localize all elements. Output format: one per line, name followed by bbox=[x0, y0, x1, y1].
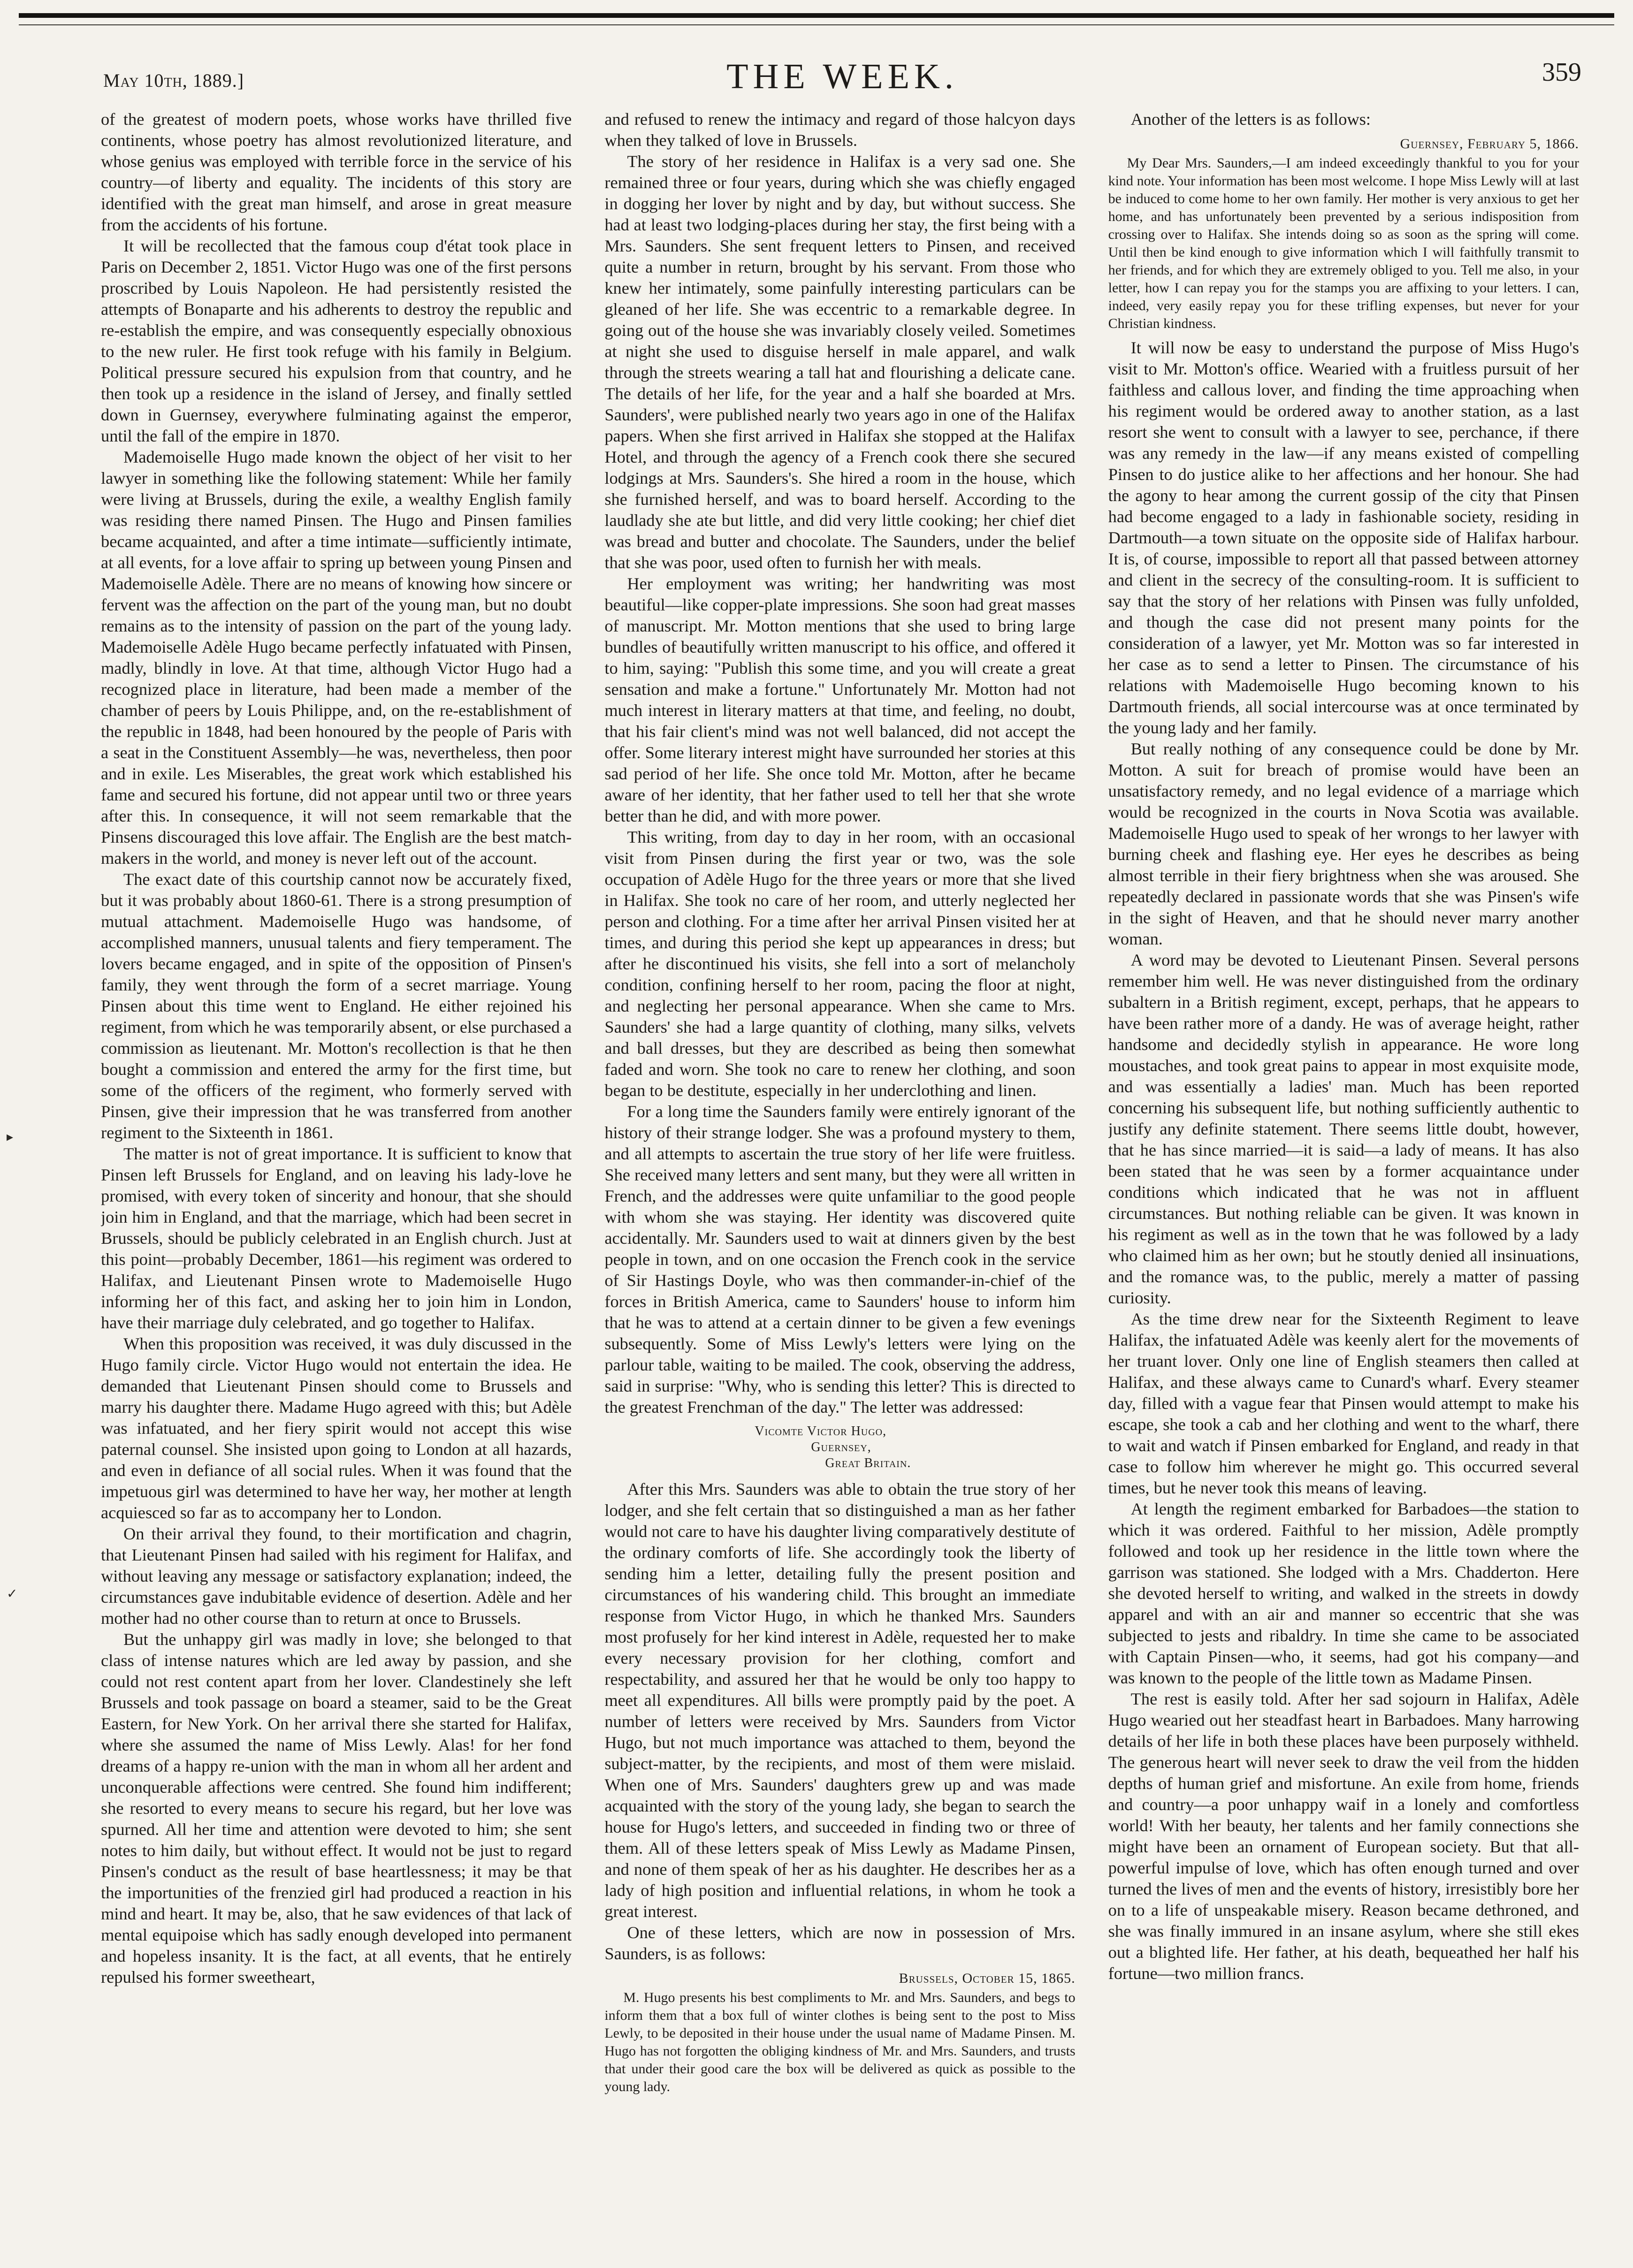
paragraph: For a long time the Saunders family were entirely ignorant of the history of their strange lodger. She was a profound mystery to them, and all attempts to ascertain the true story of her life were fruitless. She received many letters and sent many, but they were all written in French, and the addresses were quite unfamiliar to the good people with whom she was staying. Her identity was discovered quite accidentally. Mr. Saunders used to wait at dinners given by the best people in town, and on one occasion the French cook in the service of Sir Hastings Doyle, who was then commander-in-chief of the forces in British America, came to Saunders' house to inform him that he was to attend at a certain dinner to be given a few evenings subsequently. Some of Miss Lewly's letters were lying on the parlour table, waiting to be mailed. The cook, observing the address, said in surprise: "Why, who is sending this letter? This is directed to the greatest Frenchman of the day." The letter was addressed: bbox=[604, 1102, 1076, 1416]
paragraph: A word may be devoted to Lieutenant Pinsen. Several persons remember him well. He was never distinguished from the ordinary subaltern in a British regiment, except, perhaps, that he appears to have been rather more of a dandy. He was of average height, rather handsome and decidedly stylish in appearance. He wore long moustaches, and took great pains to appear in most exquisite mode, and was essentially a ladies' man. Much has been reported concerning his subsequent life, but nothing sufficiently authentic to justify any definite statement. There seems little doubt, however, that he has since married—it is said—a lady of means. It has also been stated that he was seen by a former acquaintance under conditions which indicated that he was not in affluent circumstances. But nothing reliable can be given. It was known in his regiment as well as in the town that he was followed by a lady who claimed him as her own; but he stoutly denied all insinuations, and the romance was, to the public, merely a matter of passing curiosity. bbox=[1108, 951, 1579, 1307]
paragraph: But really nothing of any consequence could be done by Mr. Motton. A suit for breach of promise would have been an unsatisfactory remedy, and no legal evidence of a marriage which would be recognized in the courts in Nova Scotia was available. Mademoiselle Hugo used to speak of her wrongs to her lawyer with burning cheek and flashing eye. Her eyes he describes as being almost terrible in their fiery brightness when she was aroused. She repeatedly declared in passionate words that she was Pinsen's wife in the sight of Heaven, and that he should never marry another woman. bbox=[1108, 739, 1579, 948]
column-1 bbox=[101, 109, 572, 2239]
paragraph: But the unhappy girl was madly in love; she belonged to that class of intense natures which are led away by passion, and she could not rest content apart from her lover. Clandestinely she left Brussels and took passage on board a steamer, said to be the Great Eastern, for New York. On her arrival there she started for Halifax, where she assumed the name of Miss Lewly. Alas! for her fond dreams of a happy re-union with the man in whom all her ardent and unconquerable affections were centred. She found him indifferent; she resorted to every means to secure his regard, but her love was spurned. All her time and attention were devoted to him; she sent notes to him daily, but without effect. It would not be just to regard Pinsen's conduct as the result of base heartlessness; it may be that the importunities of the frenzied girl had produced a reaction in his mind and heart. It may be, also, that he saw evidences of that lack of mental equipoise which has sadly enough developed into permanent and hopeless insanity. It is the fact, at all events, that he entirely repulsed his former sweetheart, bbox=[101, 1630, 572, 1986]
paragraph: It will now be easy to understand the purpose of Miss Hugo's visit to Mr. Motton's office. Wearied with a fruitless pursuit of her faithless and callous lover, and finding the time approaching when his regiment would be ordered away to another station, as a last resort she went to consult with a lawyer to see, perchance, if there was any remedy in the law—if any means existed of compelling Pinsen to do justice alike to her affections and her honour. She had the agony to hear among the current gossip of the city that Pinsen had become engaged to a lady in fashionable society, residing in Dartmouth—a town situate on the opposite side of Halifax harbour. It is, of course, impossible to report all that passed between attorney and client in the secrecy of the consulting-room. It is sufficient to say that the story of her relations with Pinsen was fully unfolded, and though the case did not present many points for the consideration of a lawyer, yet Mr. Motton was so far interested in her case as to send a letter to Pinsen. The circumstance of his relations with Mademoiselle Hugo becoming known to his Dartmouth friends, all social intercourse was at once terminated by the young lady and her family. bbox=[1108, 338, 1579, 737]
paragraph: The story of her residence in Halifax is a very sad one. She remained three or four years, during which she was chiefly engaged in dogging her lover by night and by day, but without success. She had at least two lodging-places during her stay, the first being with a Mrs. Saunders. She sent frequent letters to Pinsen, and received quite a number in return, brought by his servant. From those who knew her intimately, some painfully interesting particulars can be gleaned of her life. She was eccentric to a remarkable degree. In going out of the house she was invariably closely veiled. Sometimes at night she used to disguise herself in male apparel, and walk through the streets wearing a tall hat and flourishing a delicate cane. The details of her life, for the year and a half she boarded at Mrs. Saunders', were published nearly two years ago in one of the Halifax papers. When she first arrived in Halifax she stopped at the Halifax Hotel, and through the agency of a French cook there she secured lodgings at Mrs. Saunders's. She hired a room in the house, which she furnished herself, and was to board herself. According to the laudlady she ate but little, and did very little cooking; her chief diet was bread and butter and chocolate. The Saunders, under the belief that she was poor, used often to furnish her with meals. bbox=[604, 152, 1076, 572]
letter-address bbox=[604, 1423, 1075, 1471]
paragraph: One of these letters, which are now in possession of Mrs. Saunders, is as follows: bbox=[604, 1923, 1076, 1963]
paragraph: Her employment was writing; her handwriting was most beautiful—like copper-plate impressions. She soon had great masses of manuscript. Mr. Motton mentions that she used to bring large bundles of beautifully written manuscript to his office, and offered it to him, saying: "Publish this some time, and you will create a great sensation and make a fortune." Unfortunately Mr. Motton had not much interest in literary matters at that time, and feeling, no doubt, that his fair client's mind was not well balanced, did not accept the offer. Some literary interest might have surrounded her stories at this sad period of her life. She once told Mr. Motton, after he became aware of her identity, that her father used to tell her that she wrote better than he did, and with more power. bbox=[604, 574, 1076, 825]
paragraph: As the time drew near for the Sixteenth Regiment to leave Halifax, the infatuated Adèle was keenly alert for the movements of her truant lover. Only one line of English steamers then called at Halifax, and these always came to Cunard's wharf. Every steamer day, filled with a vague fear that Pinsen would attempt to make his escape, she took a cab and her clothing and went to the wharf, there to wait and watch if Pinsen embarked for England, and ready in that case to follow him wherever he might go. This occurred several times, but he never took this means of leaving. bbox=[1108, 1309, 1579, 1497]
quoted-letter bbox=[604, 1969, 1075, 2096]
paragraph: This writing, from day to day in her room, with an occasional visit from Pinsen during the first year or two, was the sole occupation of Adèle Hugo for the three years or more that she lived in Halifax. She took no care of her room, and utterly neglected her person and clothing. For a time after her arrival Pinsen visited her at times, and during this period she kept up appearances in dress; but after he discontinued his visits, she fell into a sort of melancholy condition, confining herself to her room, pacing the floor at night, and neglecting her personal appearance. When she came to Mrs. Saunders' she had a large quantity of clothing, many silks, velvets and ball dresses, but they are described as being then somewhat faded and worn. She took no care to renew her clothing, and soon began to be destitute, especially in her underclothing and linen. bbox=[604, 828, 1076, 1100]
letter-body: M. Hugo presents his best compliments to Mr. and Mrs. Saunders, and begs to inform them that a box full of winter clothes is being sent to the post to Miss Lewly, to be deposited in their house under the usual name of Madame Pinsen. M. Hugo has not forgotten the obliging kindness of Mr. and Mrs. Saunders, and trusts that under their good care the box will be delivered as quick as possible to the young lady. bbox=[604, 1990, 1076, 2094]
top-rule bbox=[19, 13, 1614, 25]
margin-mark: ✓ bbox=[7, 1587, 18, 1601]
address-line: Great Britain. bbox=[825, 1456, 911, 1470]
paragraph: The matter is not of great importance. It is sufficient to know that Pinsen left Brussels for England, and on leaving his lady-love he promised, with every token of sincerity and honour, that she should join him in England, and that the marriage, which had been secret in Brussels, should be publicly celebrated in an English church. Just at this point—probably December, 1861—his regiment was ordered to Halifax, and Lieutenant Pinsen wrote to Mademoiselle Hugo informing her of this fact, and asking her to join him in London, have their marriage duly celebrated, and go together to Halifax. bbox=[101, 1144, 572, 1332]
paragraph: It will be recollected that the famous coup d'état took place in Paris on December 2, 1851. Victor Hugo was one of the first persons proscribed by Louis Napoleon. He had persistently resisted the attempts of Bonaparte and his adherents to destroy the republic and re-establish the empire, and was consequently especially obnoxious to the new ruler. He first took refuge with his family in Belgium. Political pressure secured his expulsion from that country, and he then took up a residence in the island of Jersey, and finally settled down in Guernsey, everywhere fulminating against the emperor, until the fall of the empire in 1870. bbox=[101, 236, 572, 445]
address-line: Guernsey, bbox=[811, 1440, 871, 1454]
quoted-letter bbox=[1108, 135, 1579, 333]
paragraph: The rest is easily told. After her sad sojourn in Halifax, Adèle Hugo wearied out her steadfast heart in Barbadoes. Many harrowing details of her life in both these places have been purposely withheld. The generous heart will never seek to draw the veil from the hidden depths of human grief and misfortune. An exile from home, friends and country—a poor unhappy waif in a lonely and comfortless world! With her beauty, her talents and her family connections she might have been an ornament of European society. But that all-powerful impulse of love, which has often enough turned and over turned the lives of men and the events of history, irresistibly bore her on to a life of unspeakable misery. Reason became dethroned, and she was finally immured in an insane asylum, where she still ekes out a blighted life. Her father, at his death, bequeathed her half his fortune—two million francs. bbox=[1108, 1690, 1579, 1983]
letter-dateline: Brussels, October 15, 1865. bbox=[899, 1971, 1076, 1986]
publication-title: THE WEEK. bbox=[726, 57, 958, 96]
page-number: 359 bbox=[1542, 58, 1581, 87]
page-header bbox=[103, 47, 1581, 99]
paragraph: of the greatest of modern poets, whose works have thrilled five continents, whose poetry has almost revolutionized literature, and whose genius was employed with terrible force in the service of his country—of liberty and equality. The incidents of this story are identified with the great man himself, and arose in great measure from the accidents of his fortune. bbox=[101, 110, 572, 234]
paragraph: Mademoiselle Hugo made known the object of her visit to her lawyer in something like the following statement: While her family were living at Brussels, during the exile, a wealthy English family was residing there named Pinsen. The Hugo and Pinsen families became acquainted, and after a time intimate—sufficiently intimate, at all events, for a love affair to spring up between young Pinsen and Mademoiselle Adèle. There are no means of knowing how sincere or fervent was the affection on the part of the young man, but no doubt remains as to the intensity of passion on the part of the young lady. Mademoiselle Adèle Hugo became perfectly infatuated with Pinsen, madly, blindly in love. At that time, although Victor Hugo had a recognized place in literature, had been made a member of the chamber of peers by Louis Philippe, and, on the re-establishment of the republic in 1848, had been honoured by the people of Paris with a seat in the Constituent Assembly—he was, nevertheless, then poor and in exile. Les Miserables, the great work which established his fame and secured his fortune, did not appear until two or three years after this. In consequence, it will not seem remarkable that the Pinsens discouraged this love affair. The English are the best match-makers in the world, and money is never left out of the account. bbox=[101, 448, 572, 868]
paragraph: and refused to renew the intimacy and regard of those halcyon days when they talked of love in Brussels. bbox=[604, 110, 1076, 150]
paragraph: After this Mrs. Saunders was able to obtain the true story of her lodger, and she felt certain that so distinguished a man as her father would not care to have his daughter living comparatively destitute of the ordinary comforts of life. She accordingly took the liberty of sending him a letter, detailing fully the present position and circumstances of his wandering child. This brought an immediate response from Victor Hugo, in which he thanked Mrs. Saunders most profusely for her kind interest in Adèle, requested her to make every necessary provision for her clothing, comfort and respectability, and assured her that he would be only too happy to meet all expenditures. All bills were promptly paid by the poet. A number of letters were received by Mrs. Saunders from Victor Hugo, but not much importance was attached to them, beyond the subject-matter, by the recipients, and most of them were mislaid. When one of Mrs. Saunders' daughters grew up and was made acquainted with the story of the young lady, she began to search the house for Hugo's letters, and succeeded in finding two or three of them. All of these letters speak of Miss Lewly as Madame Pinsen, and none of them speak of her as his daughter. He describes her as a lady of high position and influential relations, in whom he took a great interest. bbox=[604, 1480, 1076, 1921]
issue-date: May 10th, 1889.] bbox=[103, 70, 244, 91]
paragraph: Another of the letters is as follows: bbox=[1130, 110, 1371, 129]
article-columns bbox=[101, 109, 1579, 2239]
margin-mark: ▸ bbox=[7, 1130, 14, 1144]
address-line: Vicomte Victor Hugo, bbox=[755, 1424, 887, 1438]
paragraph: At length the regiment embarked for Barbadoes—the station to which it was ordered. Faithful to her mission, Adèle promptly followed and took up her residence in the little town where the garrison was stationed. She lodged with a Mrs. Chadderton. Here she devoted herself to writing, and walked in the streets in dowdy apparel and with an air and manner so eccentric that she was subjected to jests and ribaldry. In time she came to be associated with Captain Pinsen—who, it seems, had got his company—and was known to the people of the little town as Madame Pinsen. bbox=[1108, 1499, 1579, 1687]
column-3 bbox=[1108, 109, 1579, 2239]
paragraph: The exact date of this courtship cannot now be accurately fixed, but it was probably about 1860-61. There is a strong presumption of mutual attachment. Mademoiselle Hugo was handsome, of accomplished manners, unusual talents and fiery temperament. The lovers became engaged, and in spite of the opposition of Pinsen's family, they went through the form of a secret marriage. Young Pinsen about this time went to England. He either rejoined his regiment, from which he was temporarily absent, or else purchased a commission as lieutenant. Mr. Motton's recollection is that he then bought a commission and entered the army for the first time, but some of the officers of the regiment, who formerly served with Pinsen, give their impression that he was transferred from another regiment to the Sixteenth in 1861. bbox=[101, 870, 572, 1142]
letter-dateline: Guernsey, February 5, 1866. bbox=[1400, 136, 1579, 152]
paragraph: On their arrival they found, to their mortification and chagrin, that Lieutenant Pinsen had sailed with his regiment for Halifax, and without leaving any message or satisfactory explanation; indeed, the circumstances gave indubitable evidence of desertion. Adèle and her mother had no other course than to return at once to Brussels. bbox=[101, 1524, 572, 1628]
letter-body: My Dear Mrs. Saunders,—I am indeed exceedingly thankful to you for your kind note. Your information has been most welcome. I hope Miss Lewly will at last be induced to come home to her own family. Her mother is very anxious to get her home, and has unfortunately been prevented by a serious indisposition from crossing over to Halifax. She intends doing so as soon as the spring will come. Until then be kind enough to give information which I will faithfully transmit to her friends, and for which they are extremely obliged to you. Tell me also, in your letter, how I can repay you for the stamps you are affixing to your letters. I can, indeed, very easily repay you for these trifling expenses, but never for your Christian kindness. bbox=[1108, 155, 1579, 331]
paragraph: When this proposition was received, it was duly discussed in the Hugo family circle. Victor Hugo would not entertain the idea. He demanded that Lieutenant Pinsen should come to Brussels and marry his daughter there. Madame Hugo agreed with this; but Adèle was infatuated, and her fiery spirit would not accept this wise paternal counsel. She insisted upon going to London at all hazards, and even in defiance of all social rules. When it was found that the impetuous girl was determined to have her way, her mother at length acquiesced so far as to accompany her to London. bbox=[101, 1334, 572, 1522]
column-2 bbox=[604, 109, 1075, 2239]
